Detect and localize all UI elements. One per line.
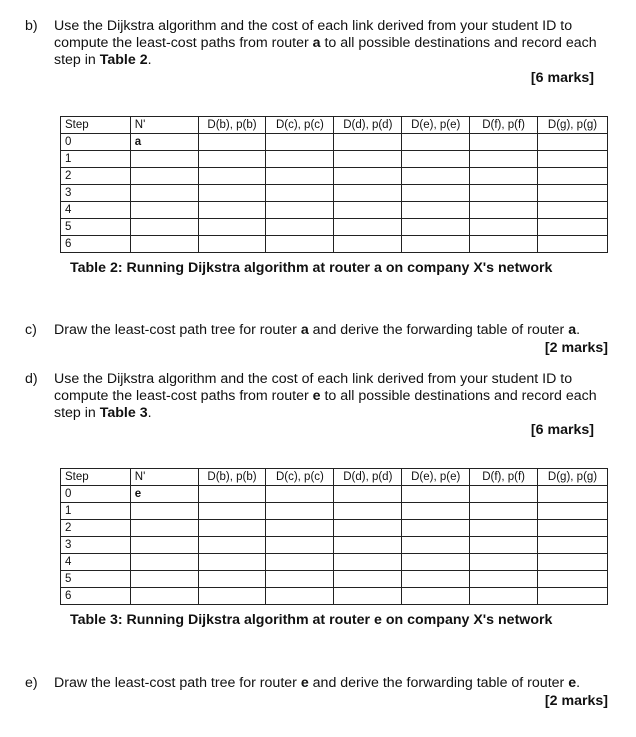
distance-cell (266, 134, 334, 151)
distance-cell (198, 503, 266, 520)
router-name: a (312, 35, 321, 51)
router-name: a (300, 322, 309, 338)
text-run: and derive the forwarding table of router (308, 675, 569, 691)
distance-cell (266, 503, 334, 520)
distance-cell (266, 520, 334, 537)
text-run: . (147, 52, 152, 68)
distance-cell (538, 571, 608, 588)
table-header-row (61, 469, 608, 486)
distance-cell (266, 202, 334, 219)
n-prime-cell (130, 503, 198, 520)
distance-cell (538, 588, 608, 605)
distance-cell (538, 219, 608, 236)
distance-cell (470, 236, 538, 253)
question-b (25, 18, 625, 70)
table-row (61, 151, 608, 168)
distance-cell (470, 134, 538, 151)
distance-cell (402, 588, 470, 605)
text-run: compute the least-cost paths from router (54, 35, 313, 51)
step-cell: 4 (61, 202, 131, 219)
distance-cell (266, 588, 334, 605)
distance-cell (402, 537, 470, 554)
distance-cell (198, 202, 266, 219)
distance-cell (402, 571, 470, 588)
distance-cell (198, 571, 266, 588)
marks-e: [2 marks] (544, 693, 608, 709)
table-reference: Table 3 (99, 405, 148, 421)
distance-cell (266, 185, 334, 202)
question-line (54, 35, 597, 52)
distance-cell (470, 185, 538, 202)
distance-cell (266, 236, 334, 253)
table-row (61, 503, 608, 520)
n-prime-cell (130, 537, 198, 554)
step-cell: 5 (61, 571, 131, 588)
distance-cell (266, 571, 334, 588)
marks-c: [2 marks] (544, 340, 608, 356)
question-c (25, 322, 625, 340)
distance-cell (334, 503, 402, 520)
table-row (61, 537, 608, 554)
step-cell: 1 (61, 151, 131, 168)
question-text (54, 322, 580, 339)
column-header: D(f), p(f) (470, 469, 538, 486)
column-header: D(b), p(b) (198, 117, 266, 134)
distance-cell (334, 486, 402, 503)
table-row (61, 134, 608, 151)
distance-cell (538, 554, 608, 571)
distance-cell (334, 168, 402, 185)
table-row (61, 236, 608, 253)
step-cell: 6 (61, 588, 131, 605)
distance-cell (198, 151, 266, 168)
text-run: Draw the least-cost path tree for router (54, 675, 301, 691)
table-row (61, 202, 608, 219)
table-header-row (61, 117, 608, 134)
distance-cell (470, 151, 538, 168)
text-run: Use the Dijkstra algorithm and the cost of each link derived from your student ID to (54, 371, 573, 387)
step-cell: 3 (61, 537, 131, 554)
distance-cell (334, 236, 402, 253)
router-name: e (300, 675, 309, 691)
distance-cell (402, 134, 470, 151)
text-run: . (576, 322, 581, 338)
step-cell: 2 (61, 168, 131, 185)
text-run: to all possible destinations and record each (320, 35, 597, 51)
distance-cell (334, 554, 402, 571)
column-header: D(g), p(g) (538, 117, 608, 134)
question-text (54, 675, 580, 692)
table-row (61, 219, 608, 236)
marks-d: [6 marks] (530, 422, 594, 438)
table-row (61, 554, 608, 571)
distance-cell (470, 219, 538, 236)
distance-cell (470, 588, 538, 605)
n-prime-cell (130, 236, 198, 253)
distance-cell (266, 537, 334, 554)
distance-cell (198, 168, 266, 185)
text-run: and derive the forwarding table of router (308, 322, 569, 338)
distance-cell (198, 486, 266, 503)
distance-cell (538, 486, 608, 503)
column-header: D(c), p(c) (266, 117, 334, 134)
distance-cell (198, 134, 266, 151)
table-3-caption: Table 3: Running Dijkstra algorithm at router e on company X's network (70, 612, 553, 628)
step-cell: 4 (61, 554, 131, 571)
distance-cell (266, 168, 334, 185)
column-header: D(c), p(c) (266, 469, 334, 486)
router-name: e (312, 388, 321, 404)
distance-cell (198, 185, 266, 202)
question-text (54, 18, 597, 69)
n-prime-cell (130, 554, 198, 571)
n-prime-cell (130, 219, 198, 236)
distance-cell (538, 503, 608, 520)
column-header: D(e), p(e) (402, 117, 470, 134)
distance-cell (334, 134, 402, 151)
distance-cell (198, 520, 266, 537)
column-header: Step (61, 469, 131, 486)
dijkstra-table-2 (60, 116, 608, 253)
distance-cell (402, 168, 470, 185)
distance-cell (402, 219, 470, 236)
question-line (54, 405, 597, 422)
question-label: c) (25, 322, 37, 338)
distance-cell (538, 168, 608, 185)
distance-cell (334, 219, 402, 236)
table-2-caption: Table 2: Running Dijkstra algorithm at router a on company X's network (70, 260, 553, 276)
table-reference: Table 2 (99, 52, 148, 68)
column-header: D(g), p(g) (538, 469, 608, 486)
step-cell: 6 (61, 236, 131, 253)
n-prime-cell: e (130, 486, 198, 503)
distance-cell (402, 520, 470, 537)
distance-cell (402, 151, 470, 168)
distance-cell (334, 537, 402, 554)
distance-cell (334, 520, 402, 537)
distance-cell (470, 537, 538, 554)
step-cell: 5 (61, 219, 131, 236)
column-header: N' (130, 469, 198, 486)
step-cell: 0 (61, 134, 131, 151)
column-header: D(d), p(d) (334, 469, 402, 486)
n-prime-cell (130, 168, 198, 185)
text-run: Use the Dijkstra algorithm and the cost of each link derived from your student ID to (54, 18, 573, 34)
column-header: Step (61, 117, 131, 134)
n-prime-cell (130, 520, 198, 537)
n-prime-cell (130, 588, 198, 605)
text-run: . (576, 675, 581, 691)
question-line (54, 388, 597, 405)
distance-cell (198, 537, 266, 554)
text-run: step in (54, 405, 100, 421)
distance-cell (538, 202, 608, 219)
distance-cell (198, 554, 266, 571)
step-cell: 3 (61, 185, 131, 202)
table-row (61, 588, 608, 605)
distance-cell (470, 554, 538, 571)
table-row (61, 486, 608, 503)
distance-cell (538, 520, 608, 537)
column-header: D(b), p(b) (198, 469, 266, 486)
table-row (61, 571, 608, 588)
question-line (54, 52, 597, 69)
distance-cell (538, 537, 608, 554)
router-name: e (568, 675, 577, 691)
distance-cell (402, 554, 470, 571)
text-run: step in (54, 52, 100, 68)
distance-cell (198, 219, 266, 236)
step-cell: 0 (61, 486, 131, 503)
distance-cell (470, 168, 538, 185)
distance-cell (334, 571, 402, 588)
distance-cell (402, 503, 470, 520)
distance-cell (266, 151, 334, 168)
distance-cell (198, 588, 266, 605)
distance-cell (470, 571, 538, 588)
question-text (54, 371, 597, 422)
text-run: to all possible destinations and record each (320, 388, 597, 404)
router-name: a (568, 322, 577, 338)
distance-cell (334, 588, 402, 605)
question-label: d) (25, 371, 38, 387)
distance-cell (470, 202, 538, 219)
distance-cell (402, 185, 470, 202)
distance-cell (402, 236, 470, 253)
column-header: N' (130, 117, 198, 134)
table-row (61, 168, 608, 185)
distance-cell (402, 202, 470, 219)
text-run: Draw the least-cost path tree for router (54, 322, 301, 338)
text-run: . (147, 405, 152, 421)
table-row (61, 185, 608, 202)
n-prime-cell (130, 185, 198, 202)
distance-cell (470, 486, 538, 503)
distance-cell (538, 134, 608, 151)
table-row (61, 520, 608, 537)
text-run: compute the least-cost paths from router (54, 388, 313, 404)
distance-cell (470, 503, 538, 520)
step-cell: 2 (61, 520, 131, 537)
column-header: D(d), p(d) (334, 117, 402, 134)
distance-cell (538, 236, 608, 253)
question-line (54, 371, 597, 388)
distance-cell (334, 185, 402, 202)
distance-cell (402, 486, 470, 503)
question-d (25, 371, 625, 423)
marks-b: [6 marks] (530, 70, 594, 86)
n-prime-cell: a (130, 134, 198, 151)
question-e (25, 675, 625, 693)
distance-cell (334, 151, 402, 168)
n-prime-cell (130, 151, 198, 168)
distance-cell (266, 486, 334, 503)
n-prime-cell (130, 202, 198, 219)
n-prime-cell (130, 571, 198, 588)
distance-cell (538, 185, 608, 202)
column-header: D(e), p(e) (402, 469, 470, 486)
step-cell: 1 (61, 503, 131, 520)
distance-cell (266, 219, 334, 236)
dijkstra-table-3 (60, 468, 608, 605)
question-label: b) (25, 18, 38, 34)
question-label: e) (25, 675, 38, 691)
distance-cell (266, 554, 334, 571)
distance-cell (198, 236, 266, 253)
column-header: D(f), p(f) (470, 117, 538, 134)
question-line (54, 18, 597, 35)
distance-cell (538, 151, 608, 168)
distance-cell (334, 202, 402, 219)
distance-cell (470, 520, 538, 537)
